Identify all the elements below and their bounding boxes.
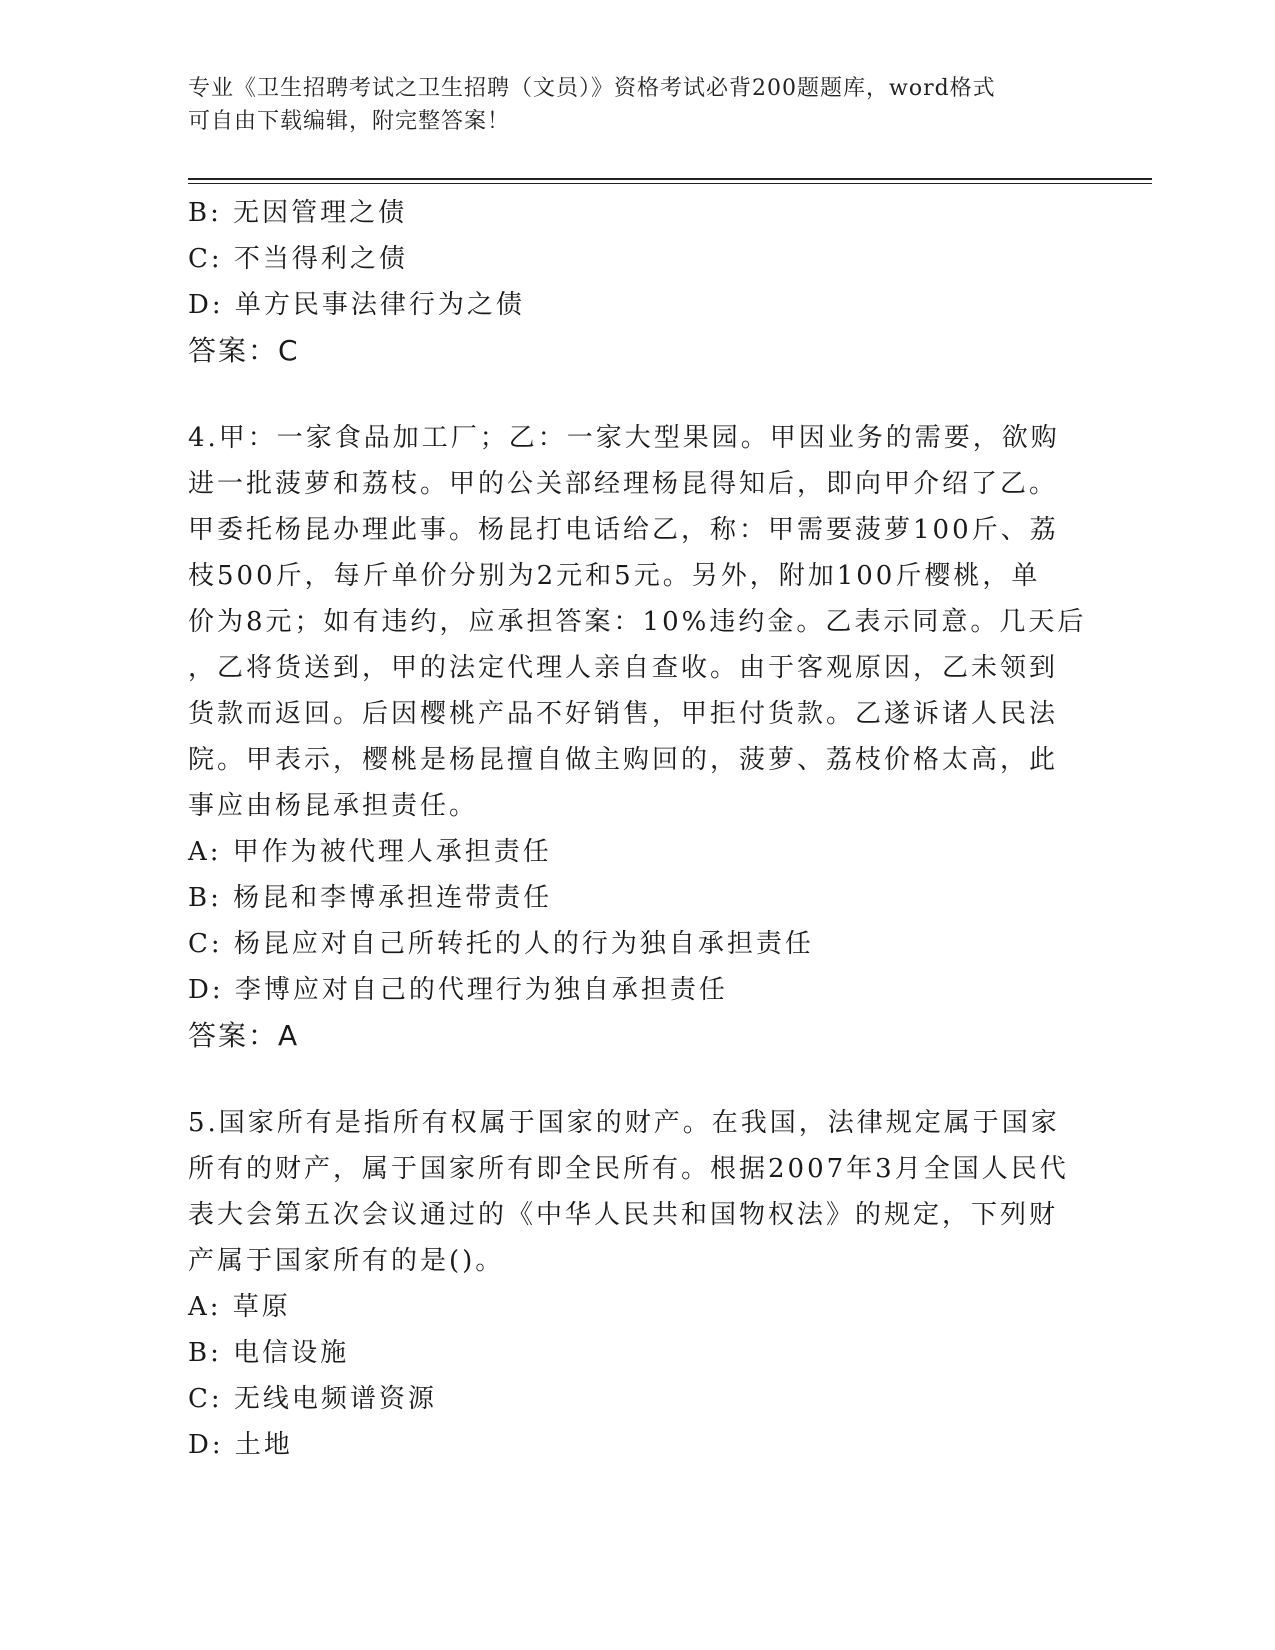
option-c: C: 无线电频谱资源: [188, 1384, 437, 1414]
question-5: [188, 1100, 1088, 1468]
question-stem-line: 事应由杨昆承担责任。: [188, 791, 479, 821]
option-a: A: 草原: [188, 1292, 291, 1322]
question-stem-line: 进一批菠萝和荔枝。甲的公关部经理杨昆得知后，即向甲介绍了乙。: [188, 469, 1059, 499]
header-divider-thin: [188, 183, 1152, 184]
question-4: [188, 415, 1088, 1059]
question-stem-line: 货款而返回。后因樱桃产品不好销售，甲拒付货款。乙遂诉诸人民法: [188, 699, 1059, 729]
question-stem-line: 甲委托杨昆办理此事。杨昆打电话给乙，称：甲需要菠萝100斤、荔: [188, 515, 1059, 545]
option-c: C: 杨昆应对自己所转托的人的行为独自承担责任: [188, 929, 814, 959]
option-d: D: 土地: [188, 1430, 293, 1460]
header-divider-thick: [188, 178, 1152, 180]
question-stem-line: 所有的财产，属于国家所有即全民所有。根据2007年3月全国人民代: [188, 1154, 1069, 1184]
question-stem-line: 5.国家所有是指所有权属于国家的财产。在我国，法律规定属于国家: [188, 1108, 1060, 1138]
question-stem-line: 表大会第五次会议通过的《中华人民共和国物权法》的规定，下列财: [188, 1200, 1059, 1230]
document-body: [188, 190, 1088, 1468]
option-b: B: 无因管理之债: [188, 198, 408, 228]
document-header: [188, 72, 1088, 138]
option-c: C: 不当得利之债: [188, 244, 408, 274]
question-stem-line: 院。甲表示，樱桃是杨昆擅自做主购回的，菠萝、荔枝价格太高，此: [188, 745, 1059, 775]
question-stem-line: ，乙将货送到，甲的法定代理人亲自查收。由于客观原因，乙未领到: [188, 653, 1059, 683]
question-stem-line: 枝500斤，每斤单价分别为2元和5元。另外，附加100斤樱桃，单: [188, 561, 1041, 591]
header-line-2: 可自由下载编辑，附完整答案！: [188, 109, 511, 134]
question-stem-line: 4.甲：一家食品加工厂；乙：一家大型果园。甲因业务的需要，欲购: [188, 423, 1060, 453]
question-stem-line: 产属于国家所有的是()。: [188, 1246, 505, 1276]
header-line-1: 专业《卫生招聘考试之卫生招聘（文员）》资格考试必背200题题库，word格式: [188, 76, 996, 101]
answer-line: 答案：C: [188, 334, 300, 367]
answer-line: 答案：A: [188, 1019, 300, 1052]
option-a: A: 甲作为被代理人承担责任: [188, 837, 552, 867]
question-stem-line: 价为8元；如有违约，应承担答案：10%违约金。乙表示同意。几天后: [188, 607, 1087, 637]
option-d: D: 李博应对自己的代理行为独自承担责任: [188, 975, 728, 1005]
option-b: B: 电信设施: [188, 1338, 350, 1368]
option-d: D: 单方民事法律行为之债: [188, 290, 525, 320]
question-3: [188, 190, 1088, 374]
option-b: B: 杨昆和李博承担连带责任: [188, 883, 553, 913]
